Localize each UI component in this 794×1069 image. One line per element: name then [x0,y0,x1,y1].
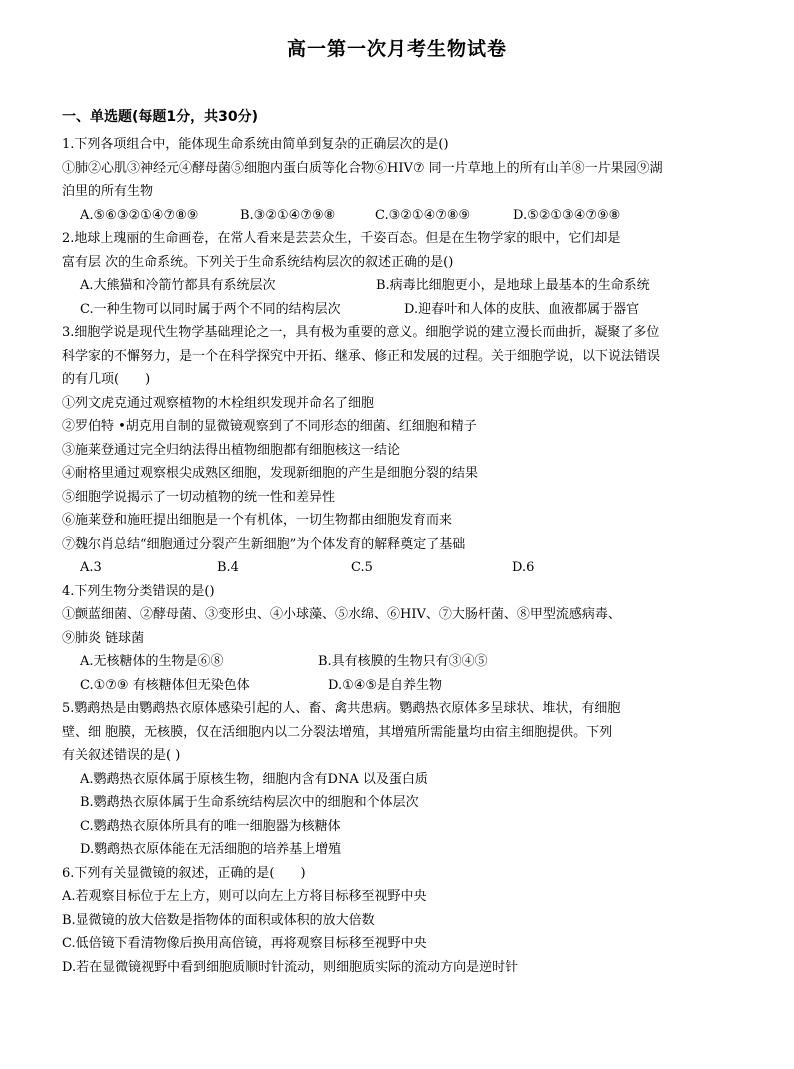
option-b: B.鹦鹉热衣原体属于生命系统结构层次中的细胞和个体层次 [80,795,419,810]
question-2 [62,227,742,321]
question-1-stem: 1.下列各项组合中，能体现生命系统由简单到复杂的正确层次的是() [62,137,449,152]
option-d: D.①④⑤是自养生物 [328,677,443,693]
option-c: C.鹦鹉热衣原体所具有的唯一细胞器为核糖体 [80,818,341,834]
question-2-stem-cont: 富有层 次的生命系统。下列关于生命系统结构层次的叙述正确的是() [62,254,454,270]
option-b: B.4 [217,560,239,575]
question-4-options-row1 [62,650,742,674]
option-a: A.大熊猫和冷箭竹都具有系统层次 [80,278,276,293]
question-3-stem-end: 的有几项( ) [62,372,151,387]
statement-1: ①列文虎克通过观察植物的木栓组织发现并命名了细胞 [62,395,375,411]
question-5-stem: 5.鹦鹉热是由鹦鹉热衣原体感染引起的人、畜、禽共患病。鹦鹉热衣原体多呈球状、堆状，有细胞 [62,701,621,716]
question-3-options [62,556,742,580]
question-4 [62,580,742,698]
question-4-items-cont: ⑨肺炎 链球菌 [62,630,145,646]
option-c: C.5 [351,560,373,575]
option-d: D.若在显微镜视野中看到细胞质顺时针流动，则细胞质实际的流动方向是逆时针 [62,959,519,975]
statement-6: ⑥施莱登和施旺提出细胞是一个有机体，一切生物都由细胞发育而来 [62,513,453,528]
option-c: C.③②①④⑦⑧⑨ [375,207,471,223]
question-3-stem-cont: 科学家的不懈努力，是一个在科学探究中开拓、继承、修正和发展的过程。关于细胞学说，以下说法错误 [62,348,661,364]
question-6 [62,862,742,980]
question-1 [62,133,742,227]
question-3 [62,321,742,580]
statement-7: ⑦魏尔肖总结“细胞通过分裂产生新细胞”为个体发育的解释奠定了基础 [62,536,466,552]
option-d: D.⑤②①③④⑦⑨⑧ [513,207,621,223]
option-b: B.③②①④⑦⑨⑧ [240,207,336,223]
option-a: A.无核糖体的生物是⑥⑧ [80,654,224,669]
option-d: D.鹦鹉热衣原体能在无活细胞的培养基上增殖 [80,842,342,857]
option-b: B.具有核膜的生物只有③④⑤ [318,654,488,669]
option-c: C.①⑦⑨ 有核糖体但无染色体 [80,677,250,693]
question-list [62,133,742,979]
question-2-stem: 2.地球上瑰丽的生命画卷，在常人看来是芸芸众生，千姿百态。但是在生物学家的眼中，它们却是 [62,231,621,246]
option-c: C.一种生物可以同时属于两个不同的结构层次 [80,301,341,317]
option-a: A.鹦鹉热衣原体属于原核生物，细胞内含有DNA 以及蛋白质 [80,771,428,787]
question-1-options [62,204,742,228]
statement-3: ③施莱登通过完全归纳法得出植物细胞都有细胞核这一结论 [62,442,401,458]
question-1-items: ①肺②心肌③神经元④酵母菌⑤细胞内蛋白质等化合物⑥HIV⑦ 同一片草地上的所有山羊⑧一片果园⑨湖 [62,160,663,176]
question-4-items: ①颤蓝细菌、②酵母菌、③变形虫、④小球藻、⑤水绵、⑥HIV、⑦大肠杆菌、⑧甲型流感病毒、 [62,607,621,622]
option-a: A.⑤⑥③②①④⑦⑧⑨ [80,207,199,223]
question-5-stem-cont: 壁、细 胞膜，无核膜，仅在活细胞内以二分裂法增殖，其增殖所需能量均由宿主细胞提供。下列 [62,724,613,740]
option-a: A.3 [80,560,102,575]
option-c: C.低倍镜下看清物像后换用高倍镜，再将观察目标移至视野中央 [62,936,427,951]
option-d: D.6 [512,560,535,575]
question-1-items-cont: 泊里的所有生物 [62,184,154,199]
option-d: D.迎春叶和人体的皮肤、血液都属于器官 [404,301,640,317]
option-a: A.若观察目标位于左上方，则可以向左上方将目标移至视野中央 [62,889,427,904]
question-3-stem: 3.细胞学说是现代生物学基础理论之一，具有极为重要的意义。细胞学说的建立漫长而曲折，凝聚了多位 [62,325,660,340]
statement-4: ④耐格里通过观察根尖成熟区细胞，发现新细胞的产生是细胞分裂的结果 [62,466,479,481]
option-b: B.病毒比细胞更小，是地球上最基本的生命系统 [376,278,650,293]
question-4-stem: 4.下列生物分类错误的是() [62,583,215,599]
section-heading: 一、单选题(每题1分，共30分) [62,109,259,125]
question-4-options-row2 [62,674,742,698]
option-b: B.显微镜的放大倍数是指物体的面积或体积的放大倍数 [62,912,375,928]
question-6-stem: 6.下列有关显微镜的叙述，正确的是( ) [62,865,306,881]
statement-2: ②罗伯特 •胡克用自制的显微镜观察到了不同形态的细菌、红细胞和精子 [62,419,477,434]
question-5 [62,697,742,862]
question-5-stem-end: 有关叙述错误的是( ) [62,748,181,763]
question-2-options-row1 [62,274,742,298]
statement-5: ⑤细胞学说揭示了一切动植物的统一性和差异性 [62,489,336,505]
page-title: 高一第一次月考生物试卷 [286,38,507,60]
question-2-options-row2 [62,298,742,322]
